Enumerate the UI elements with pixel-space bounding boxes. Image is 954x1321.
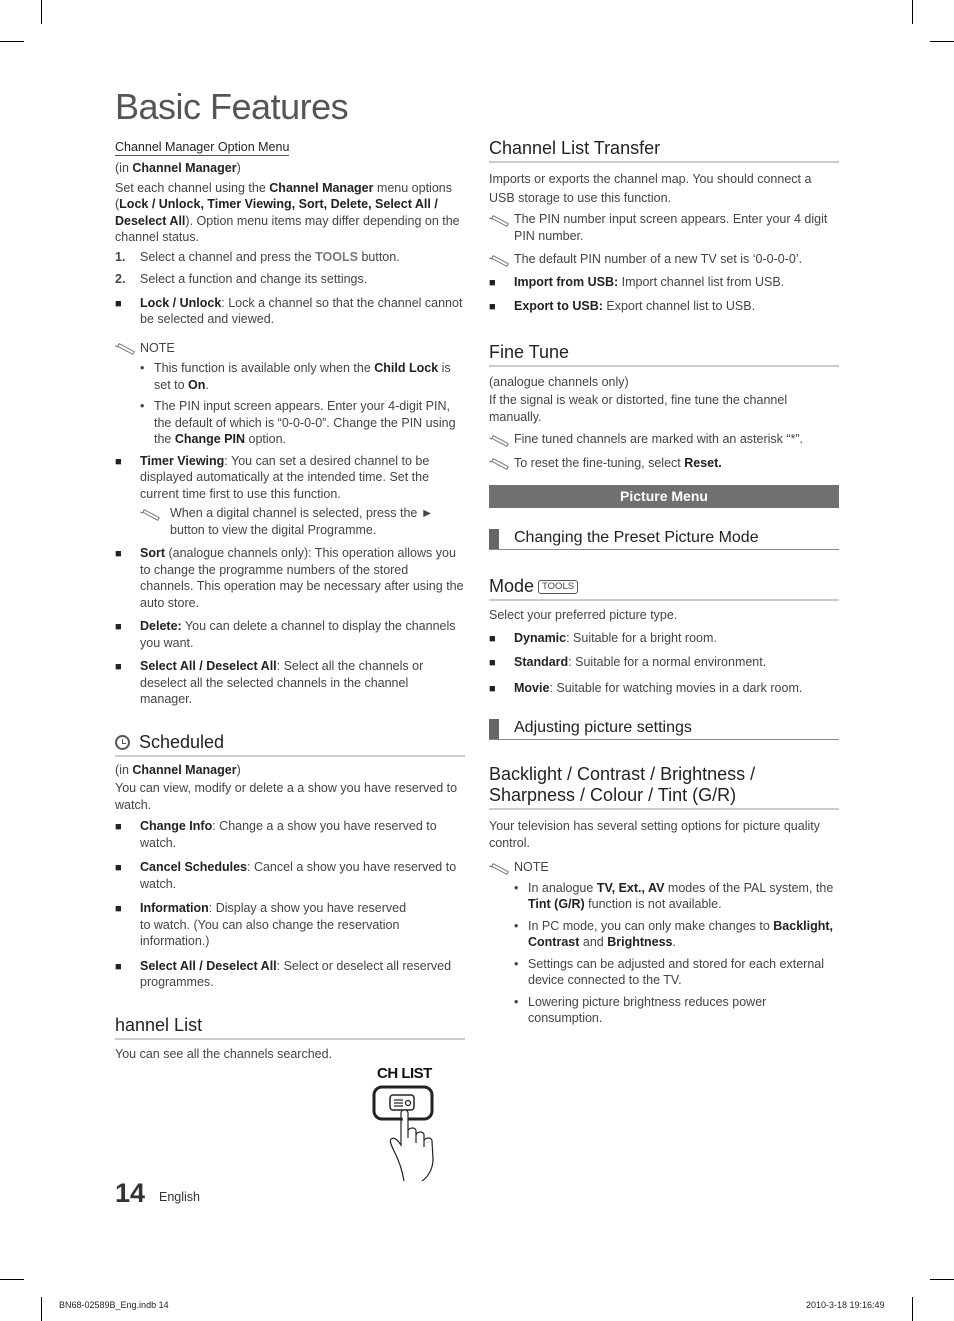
list-item-lock: ■ Lock / Unlock: Lock a channel so that the channel cannot be selected and viewed. [115, 295, 463, 326]
changing-preset-picture-mode-heading: Changing the Preset Picture Mode [489, 527, 839, 550]
list-item-change-info: ■ Change Info: Change a a show you have reserved to watch. [115, 819, 437, 850]
list-item-select-all: ■ Select All / Deselect All: Select all the channels or deselect all the selected channels in the channel manager. [115, 659, 424, 706]
list-item-timer: ■ Timer Viewing: You can set a desired channel to be displayed automatically at the intended time. Set the current time first to use this function. [115, 453, 430, 501]
cmo-description: Set each channel using the Channel Manager menu options (Lock / Unlock, Timer Viewing, Sort, Delete, Select All / Deselect All). Option menu items may differ depending on the channel status. [115, 180, 460, 244]
fine-tune-note-1: Fine tuned channels are marked with an asterisk “*”. [489, 431, 839, 448]
clt-description: Imports or exports the channel map. You should connect a USB storage to use this function. [489, 172, 812, 205]
timer-note: When a digital channel is selected, press the ► button to view the digital Programme. [115, 505, 465, 538]
cmo-context: (in Channel Manager) [115, 161, 241, 175]
list-item-import: ■ Import from USB: Import channel list from USB. [489, 274, 785, 289]
hand-pressing-button-icon [370, 1063, 450, 1183]
adjusting-picture-settings-heading: Adjusting picture settings [489, 717, 839, 740]
tools-badge: TOOLS [538, 580, 578, 594]
list-item-export: ■ Export to USB: Export channel list to USB. [489, 299, 756, 313]
list-item-movie: ■ Movie: Suitable for watching movies in a dark room. [489, 680, 803, 695]
scheduled-heading: Scheduled [115, 732, 465, 757]
note-item: • Lowering picture brightness reduces power consumption. [514, 994, 767, 1025]
scheduled-context: (in Channel Manager) [115, 762, 241, 777]
list-item-information: ■ Information: Display a show you have reserved to watch. (You can also change the reservation information.) [115, 901, 407, 948]
list-item-delete: ■ Delete: You can delete a channel to display the channels you want. [115, 619, 456, 650]
list-item-standard: ■ Standard: Suitable for a normal environment. [489, 655, 767, 669]
fine-tune-context: (analogue channels only) [489, 374, 629, 389]
pencil-icon [115, 343, 133, 353]
ch-list-label: CH LIST [377, 1065, 432, 1082]
ch-list-remote-illustration [370, 1063, 450, 1183]
pencil-icon [489, 863, 507, 873]
list-item-dynamic: ■ Dynamic: Suitable for a bright room. [489, 630, 717, 645]
crop-mark [912, 1297, 913, 1321]
list-item-cancel-schedules: ■ Cancel Schedules: Cancel a show you have reserved to watch. [115, 860, 457, 891]
right-column [489, 138, 839, 1027]
note-heading: NOTE [115, 340, 465, 357]
mode-description: Select your preferred picture type. [489, 608, 678, 622]
crop-mark [41, 1297, 42, 1321]
pencil-icon [489, 435, 507, 445]
fine-tune-heading: Fine Tune [489, 342, 839, 367]
scheduled-description: You can view, modify or delete a a show you have reserved to watch. [115, 781, 458, 812]
channel-list-heading: hannel List [115, 1015, 465, 1040]
crop-mark [912, 0, 913, 24]
channel-list-description: You can see all the channels searched. [115, 1046, 333, 1061]
list-item-select-all-reserved: ■ Select All / Deselect All: Select or deselect all reserved programmes. [115, 958, 452, 989]
page-title: Basic Features [115, 86, 349, 127]
note-item: • This function is available only when the Child Lock is set to On. [140, 361, 451, 392]
crop-mark [930, 41, 954, 42]
channel-list-transfer-heading: Channel List Transfer [489, 138, 839, 163]
page-number: 14 [115, 1178, 146, 1208]
pencil-icon [489, 255, 507, 265]
footer-timestamp: 2010-3-18 19:16:49 [806, 1300, 885, 1310]
pencil-icon [140, 509, 158, 519]
fine-tune-description: If the signal is weak or distorted, fine tune the channel manually. [489, 393, 788, 424]
footer-file-name: BN68-02589B_Eng.indb 14 [59, 1300, 169, 1310]
mode-heading: Mode TOOLS [489, 576, 839, 601]
backlight-description: Your television has several setting options for picture quality control. [489, 819, 820, 850]
crop-mark [930, 1279, 954, 1280]
crop-mark [0, 1279, 24, 1280]
crop-mark [41, 0, 42, 24]
list-item-sort: ■ Sort (analogue channels only): This operation allows you to change the programme numbers of the stored channels. This operation may be necessary after using the auto store. [115, 546, 464, 610]
fine-tune-note-2: To reset the fine-tuning, select Reset. [489, 455, 839, 472]
left-column [115, 138, 465, 1062]
step-1: 1. Select a channel and press the TOOLS button. [115, 249, 400, 264]
crop-mark [0, 41, 24, 42]
pencil-icon [489, 215, 507, 225]
picture-menu-banner: Picture Menu [489, 485, 839, 508]
pencil-icon [489, 458, 507, 468]
note-heading: NOTE [489, 859, 839, 876]
clock-icon [115, 735, 130, 750]
backlight-contrast-heading: Backlight / Contrast / Brightness / Sharpness / Colour / Tint (G/R) [489, 764, 839, 810]
note-item: • In analogue TV, Ext., AV modes of the PAL system, the Tint (G/R) function is not available. [514, 880, 834, 911]
note-item: • The PIN input screen appears. Enter your 4-digit PIN, the default of which is “0-0-0-0”. Change the PIN using the Change PIN option. [140, 399, 456, 446]
note-item: • In PC mode, you can only make changes to Backlight, Contrast and Brightness. [514, 918, 834, 949]
page-language: English [159, 1190, 200, 1204]
channel-manager-option-menu-title: Channel Manager Option Menu [115, 140, 290, 154]
clt-note-1: The PIN number input screen appears. Enter your 4 digit PIN number. [489, 211, 839, 244]
step-2: 2. Select a function and change its settings. [115, 272, 368, 286]
note-item: • Settings can be adjusted and stored for each external device connected to the TV. [514, 956, 825, 987]
clt-note-2: The default PIN number of a new TV set is ‘0-0-0-0’. [489, 251, 839, 268]
